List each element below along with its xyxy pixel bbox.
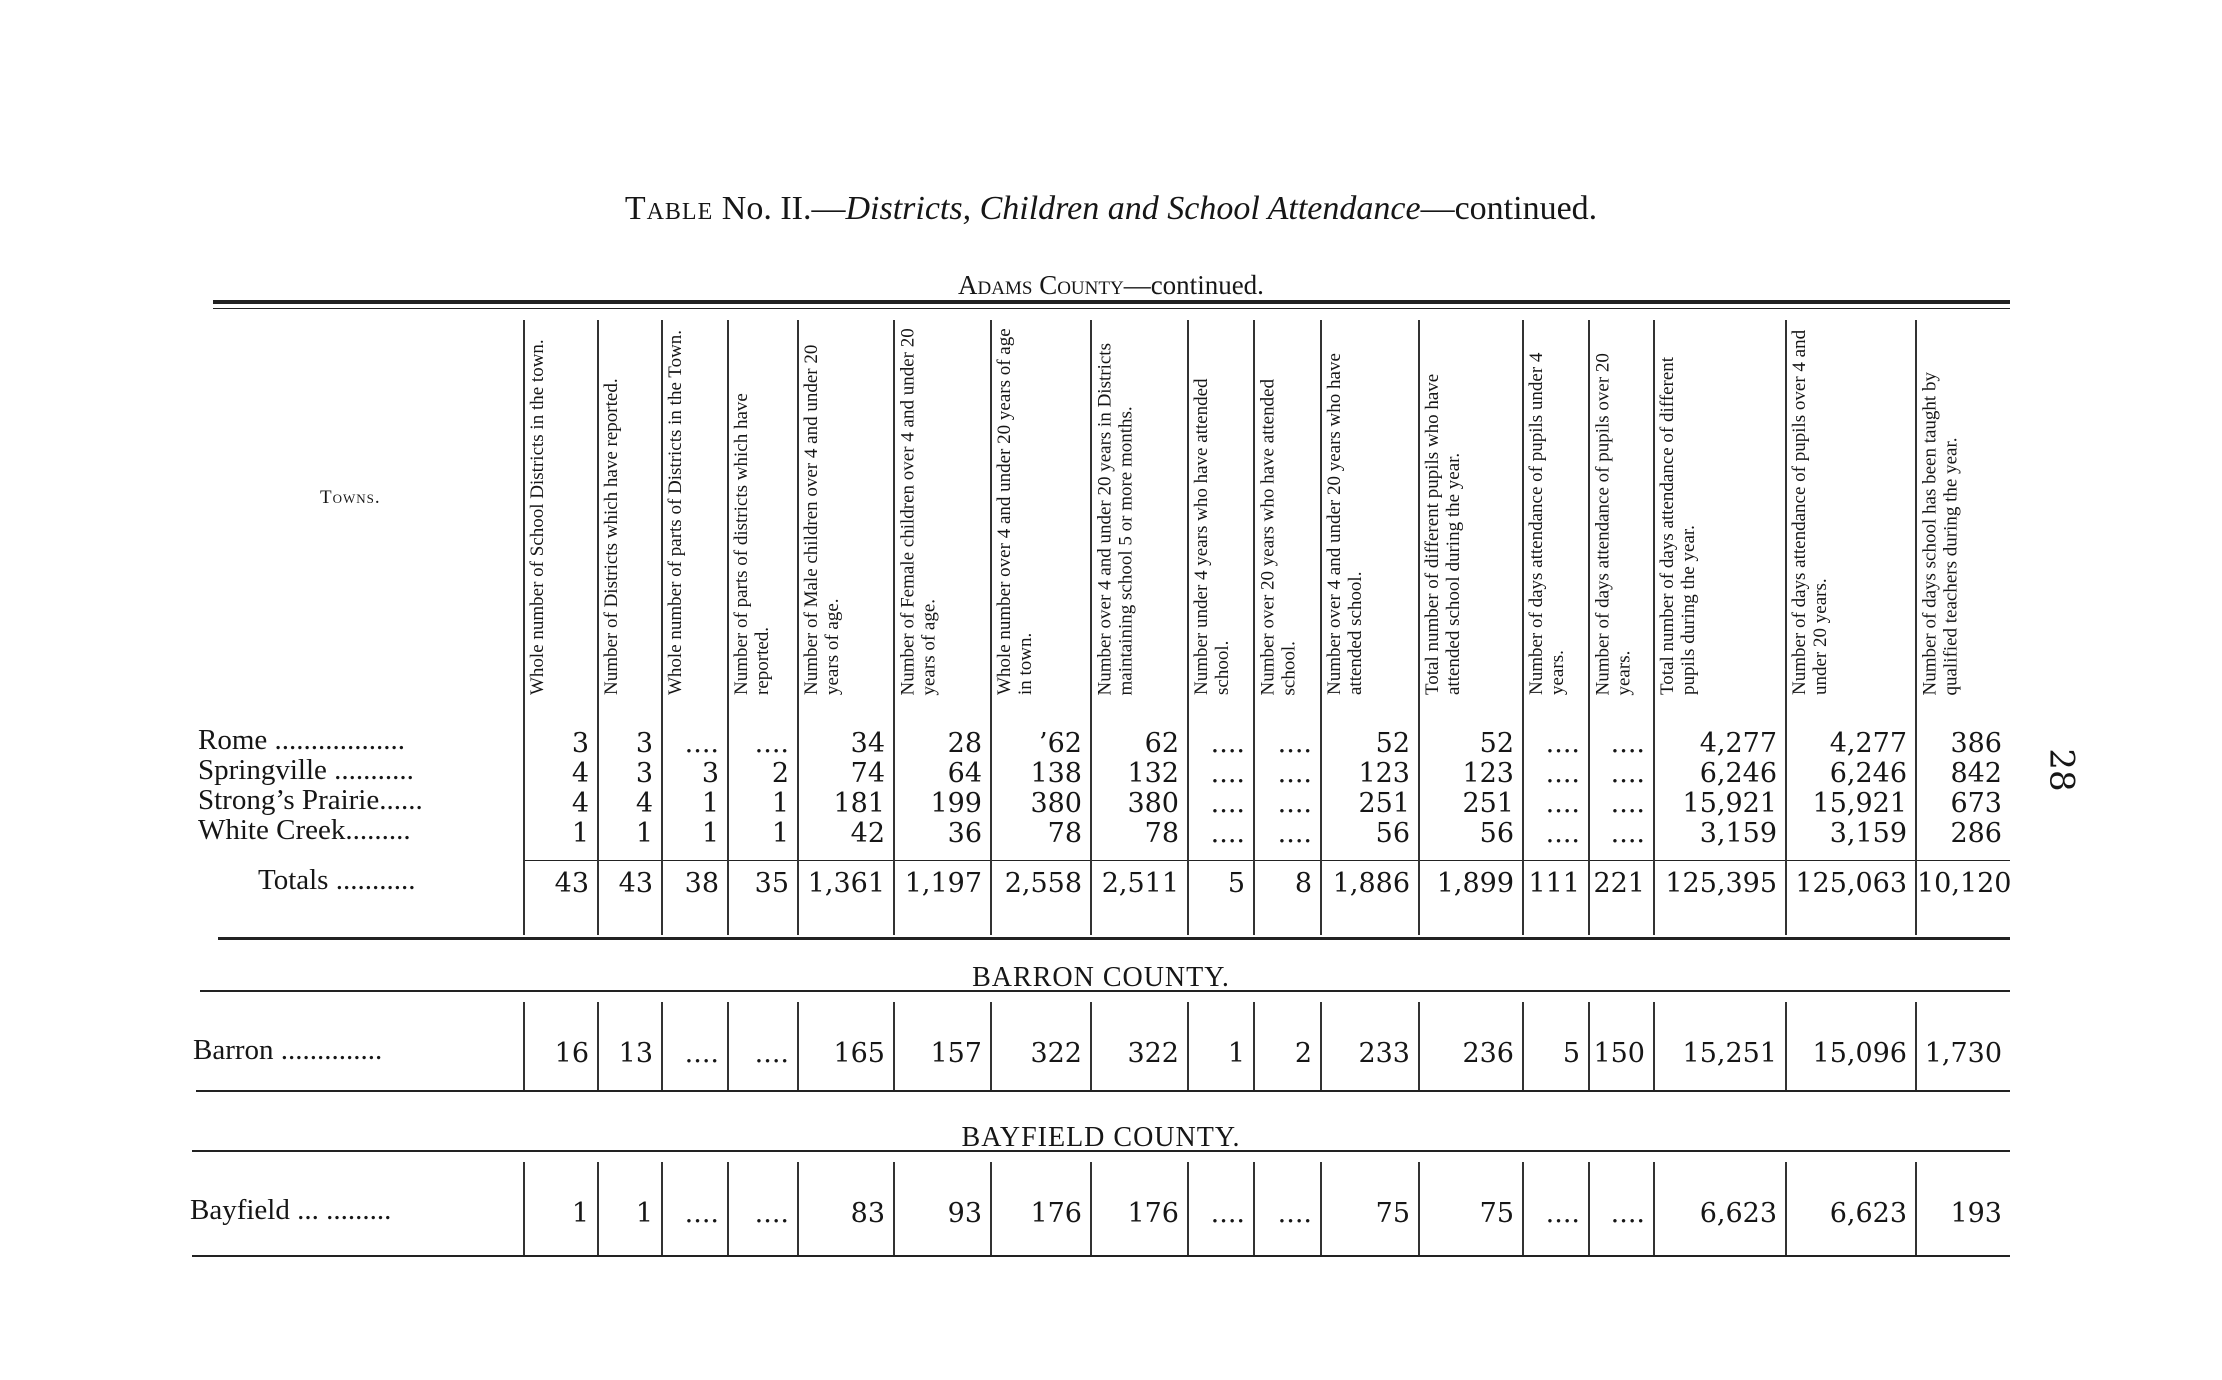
- table-cell: 75: [1375, 1198, 1410, 1229]
- table-cell: 43: [554, 868, 589, 899]
- title-italic: Districts, Children and School Attendance: [845, 190, 1421, 227]
- table-cell: 111: [1528, 868, 1580, 899]
- table-cell: 2,558: [1004, 868, 1082, 899]
- table-cell: 386: [1950, 728, 2002, 759]
- table-cell: 78: [1144, 818, 1179, 849]
- table-cell: 157: [930, 1038, 982, 1069]
- table-cell: 1: [635, 1198, 653, 1229]
- town-row-label: Springville ...........: [198, 754, 414, 786]
- table-cell: ....: [1545, 758, 1580, 789]
- table-cell: 165: [833, 1038, 885, 1069]
- table-cell: 56: [1375, 818, 1410, 849]
- table-cell: ....: [1277, 818, 1312, 849]
- table-cell: ....: [1610, 758, 1645, 789]
- table-cell: ....: [684, 728, 719, 759]
- column-header: Number of parts of districts which have reported.: [731, 393, 773, 695]
- table-cell: ....: [684, 1038, 719, 1069]
- town-row-label: White Creek.........: [198, 814, 411, 846]
- table-cell: 43: [618, 868, 653, 899]
- column-header: Number of days attendance of pupils under 4 years.: [1526, 352, 1568, 695]
- table-cell: 123: [1462, 758, 1514, 789]
- table-cell: 150: [1593, 1038, 1645, 1069]
- towns-column-header: Towns.: [320, 487, 381, 508]
- table-cell: 62: [1144, 728, 1179, 759]
- table-cell: 123: [1358, 758, 1410, 789]
- table-cell: 132: [1127, 758, 1179, 789]
- table-cell: ....: [1545, 728, 1580, 759]
- adams-bottom-rule: [218, 937, 2010, 940]
- table-cell: 1,730: [1924, 1038, 2002, 1069]
- table-cell: 52: [1479, 728, 1514, 759]
- column-header: Total number of different pupils who have attended school during the year.: [1422, 373, 1464, 695]
- table-cell: ....: [1277, 788, 1312, 819]
- table-title: [0, 190, 2222, 228]
- table-cell: 64: [947, 758, 982, 789]
- table-cell: 6,623: [1699, 1198, 1777, 1229]
- header-top-rule: [213, 300, 2010, 304]
- table-cell: 4,277: [1829, 728, 1907, 759]
- table-cell: 193: [1950, 1198, 2002, 1229]
- table-cell: 380: [1127, 788, 1179, 819]
- table-cell: ....: [684, 1198, 719, 1229]
- column-header: Number of days school has been taught by qualified teachers during the year.: [1919, 371, 1961, 695]
- table-cell: 1: [635, 818, 653, 849]
- barron-bottom-rule: [196, 1090, 2010, 1092]
- table-cell: 16: [554, 1038, 589, 1069]
- table-cell: 35: [754, 868, 789, 899]
- bayfield-bottom-rule: [192, 1255, 2010, 1257]
- table-cell: 1: [1227, 1038, 1245, 1069]
- table-cell: 6,623: [1829, 1198, 1907, 1229]
- table-cell: 176: [1127, 1198, 1179, 1229]
- table-cell: ....: [1610, 728, 1645, 759]
- table-cell: 3,159: [1699, 818, 1777, 849]
- table-cell: 3: [571, 728, 589, 759]
- column-header: Number of Districts which have reported.: [601, 378, 622, 695]
- table-cell: 842: [1950, 758, 2002, 789]
- column-header: Number over 4 and under 20 years who have attended school.: [1324, 353, 1366, 695]
- title-prefix: Table: [624, 190, 714, 227]
- table-cell: 3: [635, 728, 653, 759]
- bayfield-county-heading: BAYFIELD COUNTY.: [961, 1122, 1241, 1153]
- table-cell: 93: [947, 1198, 982, 1229]
- table-cell: 1,197: [904, 868, 982, 899]
- title-number: No. II.—: [721, 190, 846, 227]
- town-row-label: Strong’s Prairie......: [198, 784, 423, 816]
- table-cell: 6,246: [1829, 758, 1907, 789]
- table-cell: 5: [1562, 1038, 1580, 1069]
- table-cell: 4: [571, 758, 589, 789]
- table-cell: 15,251: [1682, 1038, 1777, 1069]
- table-cell: 10,120: [1917, 868, 2012, 899]
- table-cell: 1: [571, 818, 589, 849]
- subtitle-county: Adams County: [958, 270, 1124, 300]
- column-header: Whole number of School Districts in the town.: [527, 339, 548, 695]
- table-cell: 42: [850, 818, 885, 849]
- table-cell: 52: [1375, 728, 1410, 759]
- table-cell: 233: [1358, 1038, 1410, 1069]
- table-cell: 56: [1479, 818, 1514, 849]
- table-cell: 1: [771, 818, 789, 849]
- table-cell: 2,511: [1101, 868, 1179, 899]
- table-cell: 1,886: [1332, 868, 1410, 899]
- column-header: Number of Male children over 4 and under 20 years of age.: [801, 344, 843, 695]
- table-cell: 4: [635, 788, 653, 819]
- table-cell: 15,921: [1812, 788, 1907, 819]
- table-cell: 1: [701, 818, 719, 849]
- column-header: Number over 20 years who have attended school.: [1257, 378, 1299, 695]
- table-cell: 251: [1358, 788, 1410, 819]
- table-cell: 1: [571, 1198, 589, 1229]
- page-number: 28: [2041, 748, 2082, 792]
- table-cell: 6,246: [1699, 758, 1777, 789]
- table-subtitle: [0, 270, 2222, 301]
- table-cell: 181: [833, 788, 885, 819]
- table-cell: ....: [1210, 728, 1245, 759]
- table-cell: ....: [1210, 1198, 1245, 1229]
- table-cell: ....: [1277, 758, 1312, 789]
- table-cell: ’62: [1039, 728, 1082, 759]
- table-cell: 322: [1127, 1038, 1179, 1069]
- table-cell: ....: [754, 1198, 789, 1229]
- column-header: Number under 4 years who have attended school.: [1191, 378, 1233, 695]
- table-cell: ....: [1210, 818, 1245, 849]
- column-header: Whole number over 4 and under 20 years of age in town.: [994, 328, 1036, 695]
- table-cell: 251: [1462, 788, 1514, 819]
- table-cell: 322: [1030, 1038, 1082, 1069]
- table-cell: 36: [947, 818, 982, 849]
- table-cell: 4,277: [1699, 728, 1777, 759]
- table-cell: 38: [684, 868, 719, 899]
- table-cell: 236: [1462, 1038, 1514, 1069]
- table-cell: 138: [1030, 758, 1082, 789]
- table-cell: ....: [1610, 1198, 1645, 1229]
- table-cell: ....: [1277, 728, 1312, 759]
- table-cell: 15,921: [1682, 788, 1777, 819]
- table-cell: 34: [850, 728, 885, 759]
- column-header: Number of days attendance of pupils over 4 and under 20 years.: [1789, 329, 1831, 695]
- table-cell: 380: [1030, 788, 1082, 819]
- town-row-label: Bayfield ... .........: [190, 1194, 392, 1226]
- table-cell: 2: [1294, 1038, 1312, 1069]
- table-cell: 75: [1479, 1198, 1514, 1229]
- table-cell: 1,361: [807, 868, 885, 899]
- table-cell: ....: [1210, 788, 1245, 819]
- table-cell: 1: [771, 788, 789, 819]
- table-cell: 3,159: [1829, 818, 1907, 849]
- column-header: Number over 4 and under 20 years in Districts maintaining school 5 or more months.: [1094, 342, 1136, 695]
- table-cell: 125,063: [1795, 868, 1907, 899]
- table-cell: ....: [1545, 788, 1580, 819]
- table-cell: 1,899: [1436, 868, 1514, 899]
- table-cell: 176: [1030, 1198, 1082, 1229]
- table-cell: 28: [947, 728, 982, 759]
- column-header: Number of days attendance of pupils over 20 years.: [1592, 352, 1634, 695]
- table-cell: ....: [1610, 818, 1645, 849]
- table-cell: 2: [771, 758, 789, 789]
- table-cell: ....: [754, 1038, 789, 1069]
- table-cell: 83: [850, 1198, 885, 1229]
- column-header: Number of Female children over 4 and under 20 years of age.: [897, 327, 939, 695]
- table-cell: ....: [1610, 788, 1645, 819]
- table-cell: 78: [1047, 818, 1082, 849]
- table-cell: 286: [1950, 818, 2002, 849]
- table-cell: 199: [930, 788, 982, 819]
- table-cell: 3: [701, 758, 719, 789]
- town-row-label: Barron ..............: [193, 1034, 383, 1066]
- table-cell: 15,096: [1812, 1038, 1907, 1069]
- table-cell: 673: [1950, 788, 2002, 819]
- table-cell: 221: [1593, 868, 1645, 899]
- table-cell: ....: [1277, 1198, 1312, 1229]
- table-cell: 1: [701, 788, 719, 819]
- table-cell: 3: [635, 758, 653, 789]
- table-cell: 74: [850, 758, 885, 789]
- table-cell: ....: [754, 728, 789, 759]
- totals-label: Totals ...........: [258, 864, 416, 896]
- table-cell: 13: [618, 1038, 653, 1069]
- header-top-rule-2: [213, 308, 2010, 309]
- table-cell: 5: [1227, 868, 1245, 899]
- subtitle-suffix: —continued.: [1123, 270, 1264, 300]
- table-cell: 4: [571, 788, 589, 819]
- town-row-label: Rome ..................: [198, 724, 406, 756]
- barron-county-heading: BARRON COUNTY.: [972, 962, 1230, 993]
- column-header: Whole number of parts of Districts in the Town.: [665, 329, 686, 695]
- table-cell: ....: [1545, 1198, 1580, 1229]
- table-cell: 8: [1294, 868, 1312, 899]
- column-header: Total number of days attendance of different pupils during the year.: [1657, 356, 1699, 695]
- title-suffix: —continued.: [1420, 190, 1598, 227]
- table-cell: ....: [1545, 818, 1580, 849]
- table-cell: 125,395: [1665, 868, 1777, 899]
- table-cell: ....: [1210, 758, 1245, 789]
